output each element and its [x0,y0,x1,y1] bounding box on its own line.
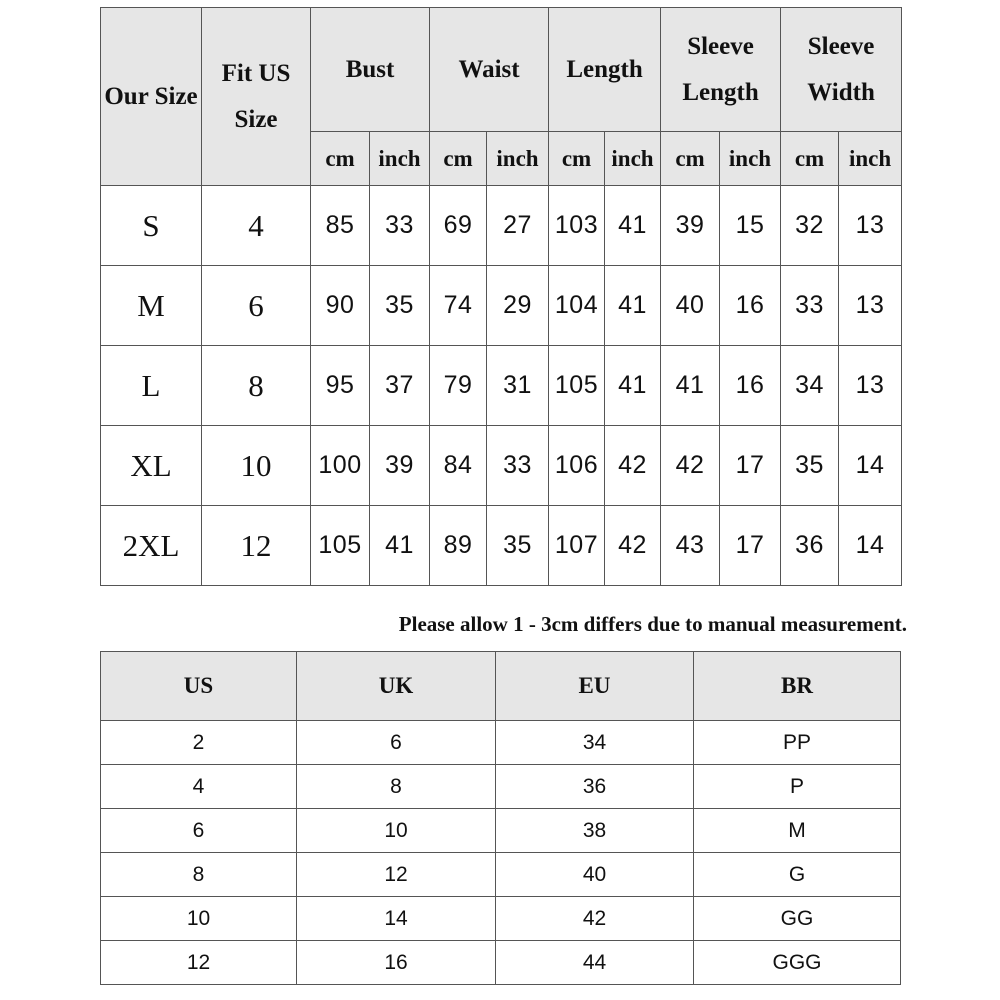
br-cell: GGG [694,941,901,985]
sleeve-width-cm-cell: 34 [781,346,839,426]
uk-cell: 16 [297,941,496,985]
uk-cell: 6 [297,721,496,765]
waist-inch-cell: 27 [487,186,549,266]
bust-cm-cell: 105 [311,506,370,586]
length-inch-cell: 42 [605,426,661,506]
our-size-cell: M [101,266,202,346]
table-row [101,506,902,586]
waist-inch-cell: 35 [487,506,549,586]
length-inch-cell: 42 [605,506,661,586]
bust-inch-cell: 35 [370,266,430,346]
unit-cm: cm [430,132,487,186]
bust-cm-cell: 85 [311,186,370,266]
sleeve-width-cm-cell: 32 [781,186,839,266]
size-chart-body [101,186,902,586]
bust-inch-cell: 41 [370,506,430,586]
conversion-header [101,652,901,721]
sleeve-length-cm-cell: 42 [661,426,720,506]
sleeve-width-inch-cell: 13 [839,186,902,266]
sleeve-length-cm-cell: 43 [661,506,720,586]
waist-cm-cell: 79 [430,346,487,426]
header-eu: EU [496,652,694,721]
us-cell: 2 [101,721,297,765]
waist-cm-cell: 74 [430,266,487,346]
eu-cell: 34 [496,721,694,765]
header-bust: Bust [311,8,430,132]
waist-cm-cell: 84 [430,426,487,506]
us-size-cell: 10 [202,426,311,506]
unit-cm: cm [549,132,605,186]
header-fit-us-size: Fit US Size [202,8,311,186]
eu-cell: 40 [496,853,694,897]
sleeve-width-cm-cell: 35 [781,426,839,506]
waist-inch-cell: 31 [487,346,549,426]
br-cell: P [694,765,901,809]
sleeve-width-cm-cell: 36 [781,506,839,586]
sleeve-length-inch-cell: 16 [720,266,781,346]
header-our-size: Our Size [101,8,202,186]
unit-inch: inch [720,132,781,186]
header-sleeve-length: Sleeve Length [661,8,781,132]
waist-cm-cell: 89 [430,506,487,586]
uk-cell: 10 [297,809,496,853]
bust-inch-cell: 39 [370,426,430,506]
unit-inch: inch [605,132,661,186]
header-length: Length [549,8,661,132]
us-cell: 8 [101,853,297,897]
eu-cell: 38 [496,809,694,853]
bust-inch-cell: 33 [370,186,430,266]
bust-cm-cell: 95 [311,346,370,426]
length-cm-cell: 105 [549,346,605,426]
sleeve-width-cm-cell: 33 [781,266,839,346]
length-cm-cell: 107 [549,506,605,586]
table-row [101,941,901,985]
unit-inch: inch [839,132,902,186]
sleeve-length-cm-cell: 39 [661,186,720,266]
us-size-cell: 8 [202,346,311,426]
header-us: US [101,652,297,721]
sleeve-length-inch-cell: 17 [720,506,781,586]
table-row [101,765,901,809]
bust-cm-cell: 100 [311,426,370,506]
unit-inch: inch [487,132,549,186]
size-conversion-table [100,651,901,985]
bust-inch-cell: 37 [370,346,430,426]
sleeve-width-inch-cell: 14 [839,426,902,506]
length-inch-cell: 41 [605,186,661,266]
table-row [101,426,902,506]
eu-cell: 42 [496,897,694,941]
eu-cell: 44 [496,941,694,985]
eu-cell: 36 [496,765,694,809]
length-cm-cell: 106 [549,426,605,506]
us-cell: 12 [101,941,297,985]
our-size-cell: L [101,346,202,426]
br-cell: M [694,809,901,853]
waist-inch-cell: 29 [487,266,549,346]
us-size-cell: 6 [202,266,311,346]
unit-cm: cm [311,132,370,186]
measurement-note: Please allow 1 - 3cm differs due to manual measurement. [398,612,907,636]
us-cell: 10 [101,897,297,941]
table-row [101,853,901,897]
sleeve-length-cm-cell: 41 [661,346,720,426]
sleeve-width-inch-cell: 13 [839,346,902,426]
our-size-cell: S [101,186,202,266]
our-size-cell: 2XL [101,506,202,586]
uk-cell: 14 [297,897,496,941]
uk-cell: 12 [297,853,496,897]
length-inch-cell: 41 [605,346,661,426]
sleeve-length-cm-cell: 40 [661,266,720,346]
bust-cm-cell: 90 [311,266,370,346]
us-size-cell: 4 [202,186,311,266]
size-chart-header [101,8,902,186]
sleeve-width-inch-cell: 14 [839,506,902,586]
table-row [101,186,902,266]
size-chart-table [100,7,902,586]
waist-inch-cell: 33 [487,426,549,506]
length-cm-cell: 103 [549,186,605,266]
our-size-cell: XL [101,426,202,506]
br-cell: PP [694,721,901,765]
br-cell: GG [694,897,901,941]
table-row [101,721,901,765]
br-cell: G [694,853,901,897]
length-inch-cell: 41 [605,266,661,346]
header-uk: UK [297,652,496,721]
header-sleeve-width: Sleeve Width [781,8,902,132]
sleeve-width-inch-cell: 13 [839,266,902,346]
sleeve-length-inch-cell: 16 [720,346,781,426]
table-row [101,266,902,346]
waist-cm-cell: 69 [430,186,487,266]
conversion-body [101,721,901,985]
table-row [101,809,901,853]
us-cell: 6 [101,809,297,853]
uk-cell: 8 [297,765,496,809]
length-cm-cell: 104 [549,266,605,346]
unit-inch: inch [370,132,430,186]
header-waist: Waist [430,8,549,132]
table-row [101,346,902,426]
sleeve-length-inch-cell: 17 [720,426,781,506]
table-row [101,897,901,941]
unit-cm: cm [781,132,839,186]
unit-cm: cm [661,132,720,186]
sleeve-length-inch-cell: 15 [720,186,781,266]
header-br: BR [694,652,901,721]
us-cell: 4 [101,765,297,809]
us-size-cell: 12 [202,506,311,586]
